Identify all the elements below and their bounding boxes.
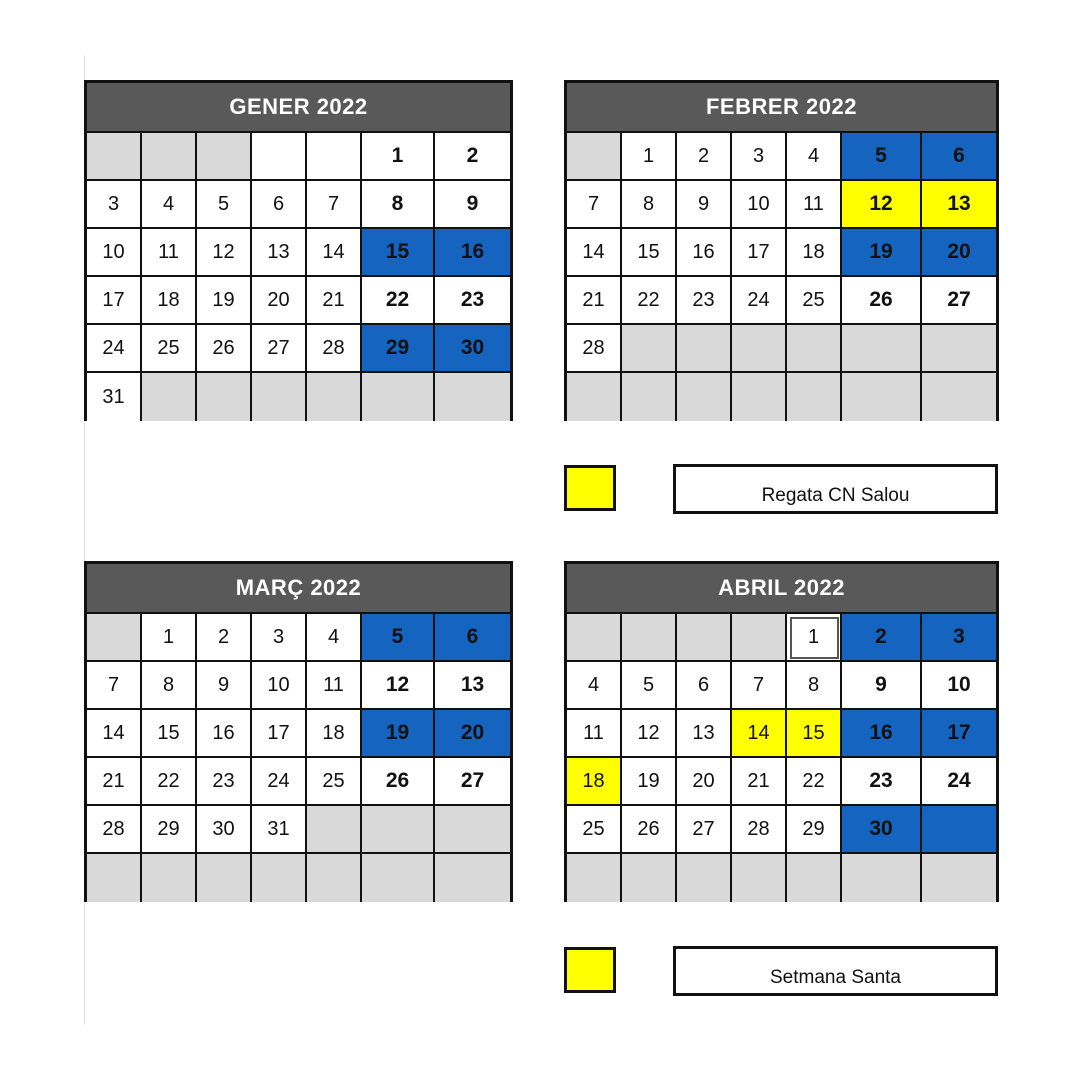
week-row bbox=[87, 614, 510, 662]
day-cell-18[interactable]: 18 bbox=[307, 710, 362, 758]
day-cell-2[interactable]: 2 bbox=[197, 614, 252, 662]
day-cell-5[interactable]: 5 bbox=[362, 614, 435, 662]
day-cell-4[interactable]: 4 bbox=[567, 662, 622, 710]
empty-cell[interactable] bbox=[732, 854, 787, 902]
day-cell-8[interactable]: 8 bbox=[362, 181, 435, 229]
empty-cell[interactable] bbox=[842, 854, 922, 902]
empty-cell[interactable] bbox=[197, 854, 252, 902]
day-cell-15[interactable]: 15 bbox=[622, 229, 677, 277]
day-cell-28[interactable]: 28 bbox=[307, 325, 362, 373]
week-row bbox=[567, 373, 996, 421]
empty-cell[interactable] bbox=[622, 614, 677, 662]
calendar-title: ABRIL 2022 bbox=[567, 564, 996, 614]
day-cell-12[interactable]: 12 bbox=[622, 710, 677, 758]
day-cell-27[interactable]: 27 bbox=[435, 758, 510, 806]
empty-cell[interactable] bbox=[435, 854, 510, 902]
week-row bbox=[87, 325, 510, 373]
empty-cell[interactable] bbox=[787, 373, 842, 421]
calendar-gener bbox=[84, 80, 513, 421]
day-cell-23[interactable]: 23 bbox=[677, 277, 732, 325]
day-cell-12[interactable]: 12 bbox=[842, 181, 922, 229]
empty-cell[interactable] bbox=[307, 373, 362, 421]
day-cell-10[interactable]: 10 bbox=[732, 181, 787, 229]
day-cell-19[interactable]: 19 bbox=[197, 277, 252, 325]
empty-cell[interactable] bbox=[435, 806, 510, 854]
empty-cell[interactable] bbox=[677, 325, 732, 373]
week-row bbox=[567, 662, 996, 710]
day-cell-21[interactable]: 21 bbox=[307, 277, 362, 325]
day-cell-18[interactable]: 18 bbox=[787, 229, 842, 277]
empty-cell[interactable] bbox=[732, 325, 787, 373]
empty-cell[interactable] bbox=[732, 373, 787, 421]
week-row bbox=[87, 373, 510, 421]
empty-cell[interactable] bbox=[197, 133, 252, 181]
empty-cell[interactable] bbox=[307, 854, 362, 902]
day-cell-11[interactable]: 11 bbox=[307, 662, 362, 710]
empty-cell[interactable] bbox=[197, 373, 252, 421]
week-row bbox=[87, 758, 510, 806]
day-cell-22[interactable]: 22 bbox=[362, 277, 435, 325]
day-cell-5[interactable]: 5 bbox=[622, 662, 677, 710]
day-cell-27[interactable]: 27 bbox=[252, 325, 307, 373]
day-cell-6[interactable]: 6 bbox=[435, 614, 510, 662]
day-cell-6[interactable]: 6 bbox=[922, 133, 996, 181]
day-cell-21[interactable]: 21 bbox=[567, 277, 622, 325]
day-cell-1[interactable]: 1 bbox=[362, 133, 435, 181]
day-cell-23[interactable]: 23 bbox=[842, 758, 922, 806]
day-cell-17[interactable]: 17 bbox=[87, 277, 142, 325]
day-cell-7[interactable]: 7 bbox=[732, 662, 787, 710]
day-cell-17[interactable]: 17 bbox=[732, 229, 787, 277]
day-cell-11[interactable]: 11 bbox=[567, 710, 622, 758]
empty-cell[interactable] bbox=[252, 133, 307, 181]
empty-cell[interactable] bbox=[362, 854, 435, 902]
empty-cell[interactable] bbox=[87, 614, 142, 662]
day-cell-29[interactable]: 29 bbox=[362, 325, 435, 373]
day-cell-10[interactable]: 10 bbox=[87, 229, 142, 277]
legend-setmana-santa-swatch bbox=[564, 947, 616, 993]
week-row bbox=[87, 854, 510, 902]
day-cell-14[interactable]: 14 bbox=[567, 229, 622, 277]
day-cell-31[interactable]: 31 bbox=[252, 806, 307, 854]
day-cell-19[interactable]: 19 bbox=[622, 758, 677, 806]
empty-cell[interactable] bbox=[787, 325, 842, 373]
day-cell-20[interactable]: 20 bbox=[922, 229, 996, 277]
empty-cell[interactable] bbox=[142, 373, 197, 421]
day-cell-20[interactable]: 20 bbox=[252, 277, 307, 325]
empty-cell[interactable] bbox=[567, 854, 622, 902]
week-row bbox=[87, 806, 510, 854]
day-cell-24[interactable]: 24 bbox=[252, 758, 307, 806]
day-cell-28[interactable]: 28 bbox=[732, 806, 787, 854]
week-row bbox=[567, 710, 996, 758]
week-row bbox=[567, 133, 996, 181]
day-cell-10[interactable]: 10 bbox=[252, 662, 307, 710]
day-cell-14[interactable]: 14 bbox=[307, 229, 362, 277]
day-cell-18[interactable]: 18 bbox=[142, 277, 197, 325]
day-cell-16[interactable]: 16 bbox=[197, 710, 252, 758]
day-cell-30[interactable]: 30 bbox=[197, 806, 252, 854]
day-cell-3[interactable]: 3 bbox=[252, 614, 307, 662]
day-cell-7[interactable]: 7 bbox=[567, 181, 622, 229]
day-cell-13[interactable]: 13 bbox=[677, 710, 732, 758]
day-cell-5[interactable]: 5 bbox=[842, 133, 922, 181]
day-cell-9[interactable]: 9 bbox=[842, 662, 922, 710]
empty-cell[interactable] bbox=[362, 806, 435, 854]
week-row bbox=[87, 229, 510, 277]
day-cell-25[interactable]: 25 bbox=[567, 806, 622, 854]
day-cell-1[interactable]: 1 bbox=[787, 614, 842, 662]
day-cell-21[interactable]: 21 bbox=[732, 758, 787, 806]
day-cell-11[interactable]: 11 bbox=[787, 181, 842, 229]
empty-cell[interactable] bbox=[362, 373, 435, 421]
empty-cell[interactable] bbox=[252, 854, 307, 902]
week-row bbox=[87, 710, 510, 758]
empty-cell[interactable] bbox=[842, 325, 922, 373]
legend-regata-swatch bbox=[564, 465, 616, 511]
week-row bbox=[87, 277, 510, 325]
empty-cell[interactable] bbox=[922, 806, 996, 854]
day-cell-18[interactable]: 18 bbox=[567, 758, 622, 806]
day-cell-13[interactable]: 13 bbox=[435, 662, 510, 710]
day-cell-3[interactable]: 3 bbox=[87, 181, 142, 229]
empty-cell[interactable] bbox=[142, 854, 197, 902]
empty-cell[interactable] bbox=[922, 373, 996, 421]
day-cell-20[interactable]: 20 bbox=[435, 710, 510, 758]
day-cell-12[interactable]: 12 bbox=[362, 662, 435, 710]
day-cell-8[interactable]: 8 bbox=[787, 662, 842, 710]
day-cell-1[interactable]: 1 bbox=[142, 614, 197, 662]
day-cell-16[interactable]: 16 bbox=[842, 710, 922, 758]
day-cell-9[interactable]: 9 bbox=[197, 662, 252, 710]
week-row bbox=[567, 229, 996, 277]
day-cell-11[interactable]: 11 bbox=[142, 229, 197, 277]
day-cell-17[interactable]: 17 bbox=[922, 710, 996, 758]
day-cell-19[interactable]: 19 bbox=[362, 710, 435, 758]
empty-cell[interactable] bbox=[677, 373, 732, 421]
day-cell-2[interactable]: 2 bbox=[435, 133, 510, 181]
legend-setmana-santa-label: Setmana Santa bbox=[673, 946, 998, 996]
calendar-title: FEBRER 2022 bbox=[567, 83, 996, 133]
week-row bbox=[567, 325, 996, 373]
day-cell-3[interactable]: 3 bbox=[922, 614, 996, 662]
empty-cell[interactable] bbox=[307, 806, 362, 854]
day-cell-22[interactable]: 22 bbox=[142, 758, 197, 806]
day-cell-3[interactable]: 3 bbox=[732, 133, 787, 181]
day-cell-15[interactable]: 15 bbox=[362, 229, 435, 277]
day-cell-13[interactable]: 13 bbox=[922, 181, 996, 229]
empty-cell[interactable] bbox=[87, 854, 142, 902]
day-cell-23[interactable]: 23 bbox=[197, 758, 252, 806]
day-cell-25[interactable]: 25 bbox=[142, 325, 197, 373]
empty-cell[interactable] bbox=[732, 614, 787, 662]
day-cell-29[interactable]: 29 bbox=[787, 806, 842, 854]
day-cell-4[interactable]: 4 bbox=[142, 181, 197, 229]
day-cell-22[interactable]: 22 bbox=[787, 758, 842, 806]
empty-cell[interactable] bbox=[622, 325, 677, 373]
empty-cell[interactable] bbox=[567, 373, 622, 421]
day-cell-26[interactable]: 26 bbox=[197, 325, 252, 373]
day-cell-30[interactable]: 30 bbox=[842, 806, 922, 854]
day-cell-2[interactable]: 2 bbox=[842, 614, 922, 662]
day-cell-4[interactable]: 4 bbox=[307, 614, 362, 662]
day-cell-24[interactable]: 24 bbox=[732, 277, 787, 325]
empty-cell[interactable] bbox=[87, 133, 142, 181]
empty-cell[interactable] bbox=[922, 325, 996, 373]
empty-cell[interactable] bbox=[307, 133, 362, 181]
day-cell-2[interactable]: 2 bbox=[677, 133, 732, 181]
day-cell-6[interactable]: 6 bbox=[677, 662, 732, 710]
day-cell-26[interactable]: 26 bbox=[842, 277, 922, 325]
day-cell-24[interactable]: 24 bbox=[922, 758, 996, 806]
day-cell-22[interactable]: 22 bbox=[622, 277, 677, 325]
calendar-febrer bbox=[564, 80, 999, 421]
calendar-title: GENER 2022 bbox=[87, 83, 510, 133]
day-cell-16[interactable]: 16 bbox=[677, 229, 732, 277]
empty-cell[interactable] bbox=[922, 854, 996, 902]
empty-cell[interactable] bbox=[787, 854, 842, 902]
empty-cell[interactable] bbox=[142, 133, 197, 181]
empty-cell[interactable] bbox=[252, 373, 307, 421]
day-cell-15[interactable]: 15 bbox=[787, 710, 842, 758]
day-cell-5[interactable]: 5 bbox=[197, 181, 252, 229]
week-row bbox=[567, 181, 996, 229]
day-cell-9[interactable]: 9 bbox=[435, 181, 510, 229]
day-cell-26[interactable]: 26 bbox=[622, 806, 677, 854]
week-row bbox=[567, 614, 996, 662]
day-cell-16[interactable]: 16 bbox=[435, 229, 510, 277]
day-cell-20[interactable]: 20 bbox=[677, 758, 732, 806]
day-cell-14[interactable]: 14 bbox=[87, 710, 142, 758]
day-cell-26[interactable]: 26 bbox=[362, 758, 435, 806]
day-cell-25[interactable]: 25 bbox=[787, 277, 842, 325]
day-cell-8[interactable]: 8 bbox=[622, 181, 677, 229]
week-row bbox=[567, 854, 996, 902]
day-cell-30[interactable]: 30 bbox=[435, 325, 510, 373]
day-cell-6[interactable]: 6 bbox=[252, 181, 307, 229]
day-cell-14[interactable]: 14 bbox=[732, 710, 787, 758]
day-cell-31[interactable]: 31 bbox=[87, 373, 142, 421]
week-row bbox=[567, 758, 996, 806]
empty-cell[interactable] bbox=[567, 614, 622, 662]
week-row bbox=[87, 662, 510, 710]
empty-cell[interactable] bbox=[567, 133, 622, 181]
empty-cell[interactable] bbox=[622, 373, 677, 421]
day-cell-28[interactable]: 28 bbox=[87, 806, 142, 854]
day-cell-13[interactable]: 13 bbox=[252, 229, 307, 277]
day-cell-21[interactable]: 21 bbox=[87, 758, 142, 806]
empty-cell[interactable] bbox=[435, 373, 510, 421]
week-row bbox=[87, 133, 510, 181]
day-cell-10[interactable]: 10 bbox=[922, 662, 996, 710]
calendar-marc bbox=[84, 561, 513, 902]
day-cell-24[interactable]: 24 bbox=[87, 325, 142, 373]
day-cell-9[interactable]: 9 bbox=[677, 181, 732, 229]
day-cell-7[interactable]: 7 bbox=[87, 662, 142, 710]
day-cell-7[interactable]: 7 bbox=[307, 181, 362, 229]
day-cell-25[interactable]: 25 bbox=[307, 758, 362, 806]
empty-cell[interactable] bbox=[622, 854, 677, 902]
day-cell-27[interactable]: 27 bbox=[922, 277, 996, 325]
day-cell-17[interactable]: 17 bbox=[252, 710, 307, 758]
week-row bbox=[567, 277, 996, 325]
day-cell-4[interactable]: 4 bbox=[787, 133, 842, 181]
day-cell-19[interactable]: 19 bbox=[842, 229, 922, 277]
day-cell-12[interactable]: 12 bbox=[197, 229, 252, 277]
day-cell-15[interactable]: 15 bbox=[142, 710, 197, 758]
empty-cell[interactable] bbox=[842, 373, 922, 421]
day-cell-8[interactable]: 8 bbox=[142, 662, 197, 710]
week-row bbox=[87, 181, 510, 229]
day-cell-23[interactable]: 23 bbox=[435, 277, 510, 325]
week-row bbox=[567, 806, 996, 854]
calendar-abril bbox=[564, 561, 999, 902]
calendar-title: MARÇ 2022 bbox=[87, 564, 510, 614]
empty-cell[interactable] bbox=[677, 614, 732, 662]
legend-regata-label: Regata CN Salou bbox=[673, 464, 998, 514]
day-cell-27[interactable]: 27 bbox=[677, 806, 732, 854]
empty-cell[interactable] bbox=[677, 854, 732, 902]
day-cell-29[interactable]: 29 bbox=[142, 806, 197, 854]
day-cell-1[interactable]: 1 bbox=[622, 133, 677, 181]
day-cell-28[interactable]: 28 bbox=[567, 325, 622, 373]
